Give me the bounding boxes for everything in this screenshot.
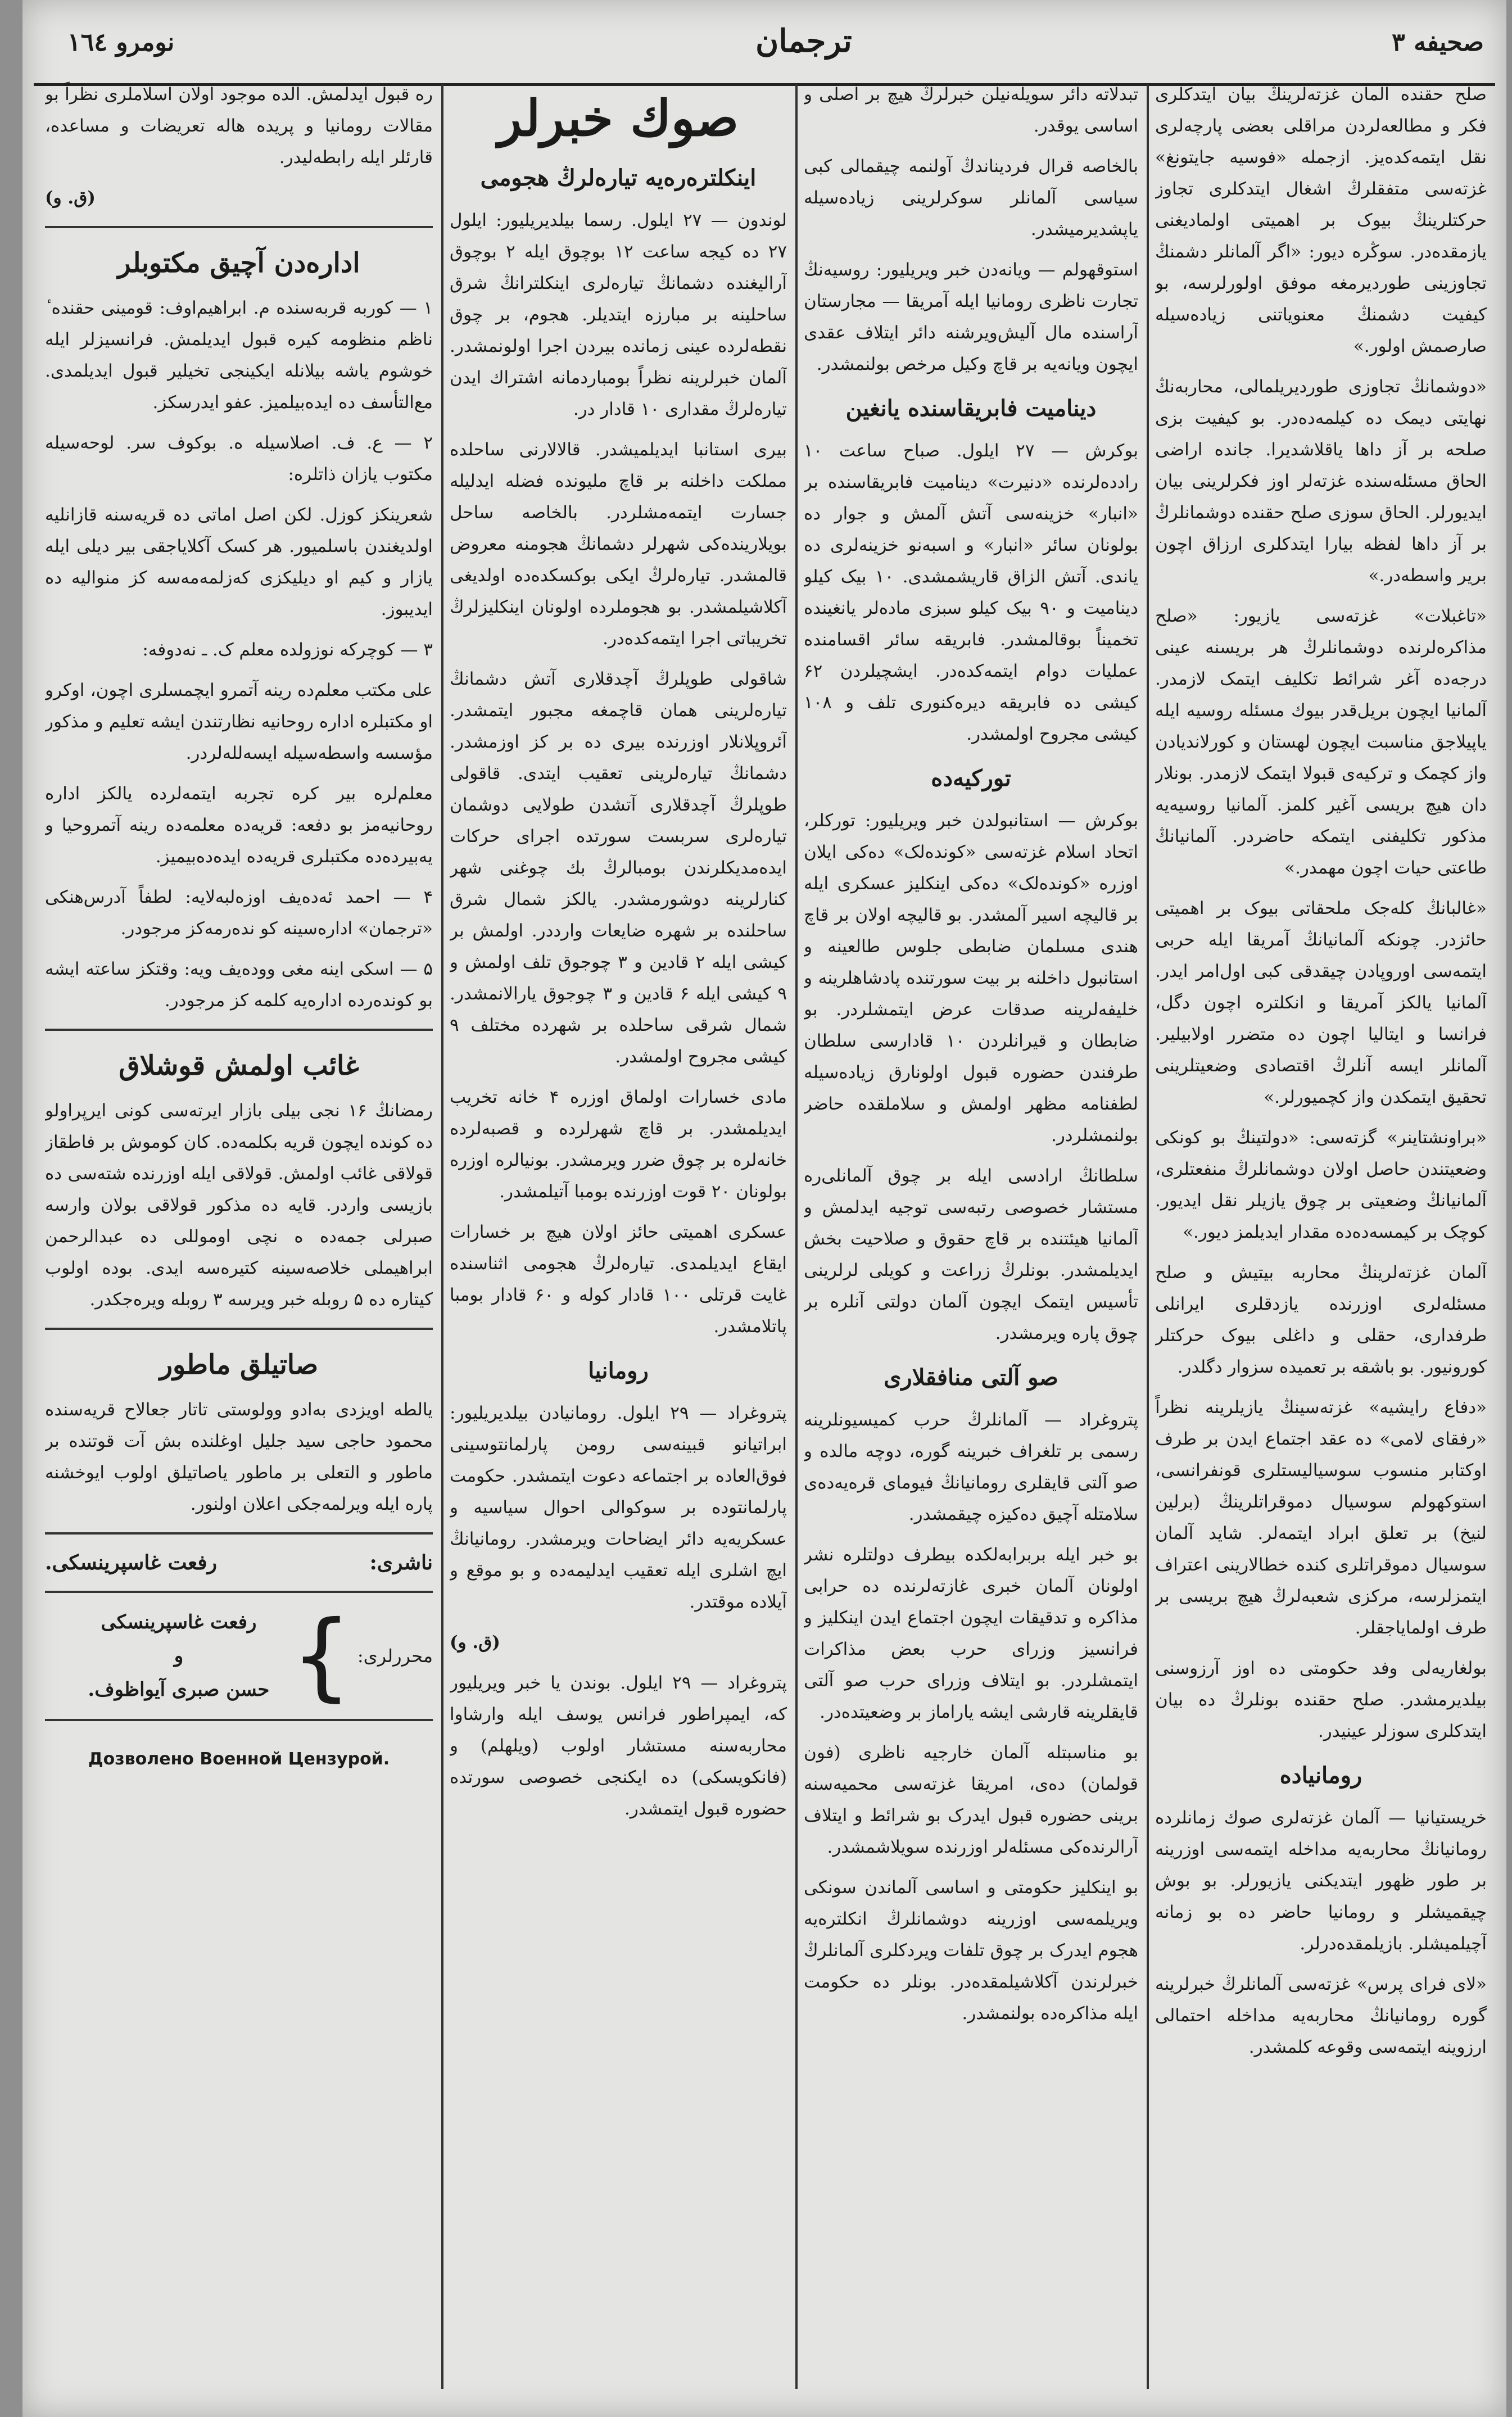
article-signature: (ق. و) xyxy=(45,188,96,208)
section-rule xyxy=(45,1719,433,1721)
column-1 xyxy=(1155,79,1487,2395)
article-paragraph: عسکری اهمیتی حائز اولان هیچ بر خسارات ایقاع ایدیلمدی. تیاره‌لرڭ هجومی اثناسنده غایت قرتلی ۱۰۰ قادار کوله و ۶۰ قادار بومبا پاتلامشدر. xyxy=(450,1222,787,1337)
section-rule xyxy=(45,1328,433,1330)
section-rule xyxy=(45,226,433,228)
section-rule xyxy=(45,1029,433,1031)
article-paragraph: ره قبول ایدلمش. الده موجود اولان اسلاملری نظراً بو مقالات رومانیا و پریده هاله تعریضات و مساعده، قارئلر ایله رابطه‌لیدر. xyxy=(45,84,433,168)
article-paragraph: صلح حقنده آلمان غزته‌لرینڭ بیان ایتدکلری فکر و مطالعه‌لردن مراقلی بعضی پارچه‌لری نقل ایتمه‌کده‌یز. ازجمله «فوسیه جایتونغ» غزته‌سی متفقلرڭ اشغال ایتدکلری تجاوز حرکتلرینڭ بیوک بر اهمیتی اولمادیغنی یازمقده‌در. سوڭره دیور: «اگر آلمانلر دشمنڭ تجاوزینی طوردیرمغه موفق اولورلرسه، بو کیفیت دشمنڭ معنویاتنی زیاده‌سیله صارصمش اولور.» xyxy=(1155,84,1487,356)
section-heading-romania: رومانیا xyxy=(588,1357,649,1384)
article-paragraph: «تاغبلات» غزته‌سی یازیور: «صلح مذاکره‌لرنده دوشمانلرڭ هر بریسنه عینی درجه‌ده آغر شرائط تکلیف ایتمک لازمدر. آلمانیا ایچون بریل‌قدر بیوك مسئله روسیه ایله یاپیلاجق مناسبت ایچون لهستان و کورلاندیادن واز کچمک و ترکیه‌ی قبولا ایتمک لازمدر. بونلار دان هیچ بریسی آغیر کلمز. آلمانیا روسیه‌یه مذکور تکلیفنی ایتمکه حاضردر. آلمانیانڭ طاعتی حیات اچون مهمدر.» xyxy=(1155,606,1487,878)
article-paragraph: معلم‌لره بیر کره تجربه ایتمه‌لرده یالکز اداره روحانیه‌مز بو دفعه: قریه‌ده معلمه‌ده رینه آتمروحیا و یه‌بیرده‌ده مکتبلری قریه‌ده ایده‌ده‌بیمیز. xyxy=(45,784,433,867)
column-3 xyxy=(450,79,787,2395)
article-signature: (ق. و) xyxy=(450,1632,500,1653)
article-paragraph: پتروغراد — ۲۹ ایلول. بوندن یا خبر ویریلیور که، ایمپراطور فرانس یوسف ایله وارشاوا محاربه‌سنه مستشار اولوب (ویلهلم) و (فانکویسکی) ده ایکنجی خصوصی سورتده حضوره قبول ایتمشدر. xyxy=(450,1673,787,1819)
article-paragraph: آلمان غزته‌لرینڭ محاربه بیتیش و صلح مسئله‌لری اوزرنده یازدقلری ایرانلی طرفداری، حقلی و داغلی بیوک حرکتلر کورونیور. بو باشقه بر تعمیده سزوار دگلدر. xyxy=(1155,1262,1487,1377)
article-paragraph: «براونشتاینر» گزته‌سی: «دولتینڭ بو کونکی وضعیتندن حاصل اولان دوشمانلرڭ منفعتلری، آلمانیانڭ وضعیتی بر چوق یازیلر نقل ایدیور. کوچک بر کیمسه‌ده‌ده مقدار ایدیلمز دیور.» xyxy=(1155,1128,1487,1242)
article-paragraph: خریستیانیا — آلمان غزته‌لری صوك زمانلرده رومانیانڭ محاربه‌یه مداخله ایتمه‌سی اوزرینه بر طور ظهور ایتدیکنی یازیورلر. بو بوش چیقمیشلر و رومانیا حاضر ده بو زمانه آچیلمیشلر. بازیلمقده‌در‌لر. xyxy=(1155,1808,1487,1954)
article-paragraph: تبدلاته دائر سویله‌نیلن خبرلرڭ هیچ بر اصلی و اساسی یوقدر. xyxy=(804,84,1138,136)
editors-block xyxy=(45,1600,433,1712)
article-paragraph: پتروغراد — ۲۹ ایلول. رومانیادن بیلدیریلیور: ابراتیانو قبینه‌سی رومن پارلمانتوسینی فوق‌العاده بر اجتماعه دعوت ایتمشدر. حکومت پارلمانتوده بر سوکوالی احوال سیاسیه و عسکریه‌یه دائر ایضاحات ویرمشدر. رومانیانڭ ایچ اشلری ایله تعقیب ایدلیمه‌ده و بو موقع و آیلاده موقتدر. xyxy=(450,1403,787,1612)
section-heading-air-raid: اینکلتره‌ره‌یه تیاره‌لرڭ هجومی xyxy=(480,165,757,191)
article-paragraph: شعرینکز کوزل. لکن اصل اماتی ده قریه‌سنه قازانلیه اولدیغندن باسلمیور. هر کسک آکلایاجقی بیر دیلی ایله یازار و کیم او دیلیکزی که‌زلمه‌مه‌سه کز منوالیه ده ایدیبوز. xyxy=(45,505,433,619)
article-paragraph: استوقهولم — ویانه‌دن خبر ویریلیور: روسیه‌نڭ تجارت ناظری رومانیا ایله آمریقا — مجارستان آراسنده مال آلیش‌ویرشنه دائر ایتلاف عقدی ایچون ویانه‌یه بر قاچ وکیل مرخص بولنمشدر. xyxy=(804,260,1138,374)
section-heading-admin-letters: اداره‌دن آچیق مکتوبلر xyxy=(117,247,360,279)
page-number-label: صحیفه ۳ xyxy=(1392,28,1484,57)
article-paragraph: بو خبر ایله بربرابه‌لکده بیطرف دولتلره نشر اولونان آلمان خبری غازته‌لرنده ده حرابی مذاکره و تدقیقات ایچون اجتماع ایدن اینکلیز و فرانسیز وزرا‌ی حرب بعض مذاکرات ایتمشلردر. بو ایتلاف وزرا‌ی حرب صو آلتی قایقلرینه قارشی ایشه یاراماز بر وضعیتده‌در. xyxy=(804,1545,1138,1722)
column-2 xyxy=(804,79,1138,2395)
section-heading-romania: رومانیاده xyxy=(1279,1762,1362,1789)
column-divider xyxy=(795,84,798,2389)
article-paragraph: بیری استانبا ایدیلمیشدر. قالالارنی ساحلده مملکت داخلنه بر قاچ ملیونده فضله ایدلیله جسارت ایتمه‌مشلردر. بالخاصه ساحل بویلارینده‌کی شهرلر دشمانڭ هجومنه معروض قالمشدر. تیاره‌لرڭ ایکی بوکسکده‌ده اولدیغی آکلاشیلمشدر. بو هجوملرده اولونان اینکلیزلرڭ تخریباتی اجرا ایتمه‌کده‌در. xyxy=(450,440,787,649)
column-divider xyxy=(441,84,443,2389)
issue-number-label: نومرو ۱٦٤ xyxy=(67,28,175,57)
section-heading-dynamite: دینامیت فابریقاسنده یانغین xyxy=(845,395,1097,422)
article-paragraph: بالخاصه قرال فردیناندڭ آولنمه چیقمالی کبی سیاسی آلمانلر سوکرلرینی زیاده‌سیله یاپشدیرمیشدر. xyxy=(804,156,1138,239)
censorship-note: Дозволено Военной Цензурой. xyxy=(88,1749,390,1769)
editors-label: محررلری: xyxy=(357,1645,433,1667)
article-paragraph: «لای فرای پرس» غزته‌سی آلمانلرڭ خبرلرینه گوره رومانیانڭ محاربه‌یه مداخله احتمالی ارزوینه ایتمه‌سی وقوعه کلمشدر. xyxy=(1155,1974,1487,2057)
article-paragraph: بوکرش — استانبولدن خبر ویریلیور: تورکلر، اتحاد اسلام غزته‌سی «کونده‌لک» ده‌کی ایلان اوزره «کونده‌لک» ده‌کی اینکلیز عسکری ایله بر قالیچه اسیر آلمشدر. بو قالیچه اولان بر قاچ هندی مسلمان ضابطی جلوس طالعینه و استانبول داخلنه بر بیت سورتنده پادشاهلرینه و خلیفه‌لرینه صدقات عرض ایتمشلردر. بو ضابطان و قیرانلردن ۱۰ قادارسی سلطان طرفندن حضوره قبول اولونارق زیاده‌سیله لطفنامه مظهر اولمش و سلاملقده حاضر بولنمشلردر. xyxy=(804,811,1138,1146)
article-paragraph: ۴ — احمد ئه‌ده‌یف اوزه‌لبه‌لایه: لطفاً آدرس‌هنکی «ترجمان» اداره‌سینه کو نده‌رمه‌کز مرجودر. xyxy=(45,887,433,939)
article-paragraph: لوندون — ۲۷ ایلول. رسما بیلدیریلیور: ایلول ۲۷ ده کیجه ساعت ۱۲ بوچوق ایله ۲ بوچوق آرالیغنده دشمانڭ تیاره‌لری اینکلترانڭ شرق ساحلینه بر مبارزه ایتدیلر. هجوم، بر چوق نقطه‌لرده عینی زمانده بیردن اجرا اولونمشدر. آلمان خبرلرینه نظراً بومباردمانه اشتراك ایدن تیاره‌لرڭ مقداری ۱۰ قادار در. xyxy=(450,210,787,419)
article-paragraph: پتروغراد — آلمانلرڭ حرب کمیسیونلرینه رسمی بر تلغراف خبرینه گوره، دوچه مالده و صو آلتی قایقلری رومانیانڭ فیوما‌ی قره‌یه‌ده‌ی سلامتله آچیق ده‌کیزه چیقمشدر. xyxy=(804,1410,1138,1524)
publisher-label: ناشری: xyxy=(369,1551,433,1574)
article-paragraph: بو اینکلیز حکومتی و اساسی آلماندن سونکی ویریلمه‌سی اوزرینه دوشمانلرڭ انکلتره‌یه هجوم ایدرک بر چوق تلفات ویردکلری آلمانلرڭ خبرلرندن آکلاشیلمقده‌در. بونلر ده حکومت ایله مذاکره‌ده بولنمشدر. xyxy=(804,1877,1138,2024)
section-heading-latest-news: صوك خبرلر xyxy=(497,89,739,147)
article-paragraph: یالطه اویزدی به‌ادو وولوستی تاتار جعالاح قریه‌سنده محمود حاجی سید جلیل اوغلنده بش آت قوتنده بر ماطور و التعلی بر ماطور یاصاتیلق اولوب ایوخشنه پاره ایله ویرلمه‌جکی اعلان اولنور. xyxy=(45,1400,433,1514)
article-paragraph: «دفاع رایشیه» غزته‌سینڭ یازیلرینه نظراً «رفقا‌ی لامی» ده عقد اجتماع ایدن بر طرف اوکتابر منسوب سوسیالیستلری قونفرانسی، استوکهولم سوسیال دموقراتلرینڭ (برلین لنیخ) بر تعلق ابراد ایتمه‌لر. شاید آلمان سوسیال دموقراتلری کنده خطالارینی اعتراف ایتمزلرسه، مرکزی شعبه‌لرڭ هیچ بریسی بر طرف اولمایاجقلر. xyxy=(1155,1397,1487,1638)
section-rule xyxy=(45,1532,433,1535)
editor-name: رفعت غاسپرینسکی xyxy=(101,1611,257,1633)
article-paragraph: بولغاریه‌لی وفد حکومتی ده اوز آرزوسنی بیلدیرمشدر. صلح حقنده بونلرڭ ده بیان ایتدکلری سوزلر عینیدر. xyxy=(1155,1658,1487,1741)
brace-icon: } xyxy=(291,1600,352,1712)
article-paragraph: شاقولی طوپلرڭ آچدقلاری آتش دشمانڭ تیاره‌لرینی همان قاچمغه مجبور ایتمشدر. آئروپلانلار اوزرنده بیری ده بر کز اوزمشدر. دشمانڭ تیاره‌لرینی تعقیب ایتدی. قاقولی طوپلرڭ آچدقلاری آتشدن طولایی دوشمان تیاره‌لری سربست سورتده اجرای حرکات ایده‌مدیکلرندن بومبالرڭ بك چوغنی شهر کنارلرینه دوشورمشدر. یالکز شمال شرق ساحلنده بر شهره ضایعات وارددر. اولمش بر کیشی ایله ۲ قادین و ۳ چوجوق تلف اولمش و ۹ کیشی ایله ۶ قادین و ۳ چوجوق یارالانمشدر. شمال شرقی ساحلده بر شهرده مختلف ۹ کیشی مجروح اولمشدر. xyxy=(450,669,787,1067)
article-paragraph: ۲ — ع. ف. اصلاسیله ه. بوکوف سر. لوحه‌سیله مکتوب یازان ذاتلره: xyxy=(45,433,433,485)
column-divider xyxy=(1147,84,1149,2389)
article-paragraph: ۳ — کوچرکه نوزولده معلم ک. ـ نه‌دوفه: xyxy=(142,640,433,660)
article-paragraph: «دوشمانڭ تجاوزی طوردیریلمالی، محاربه‌نڭ نهایتی دیمک ده کیلمه‌ده‌در. بو کیفیت بزی صلحه بر آز داها یاقلاشدیرا. جانده اراضی الحاق مسئله‌سنده غزته‌لر اوز فکرلرینی بیان ایدیورلر. الحاق سوزی صلح حقنده دوشمانلرڭ بر آز داها لفظه بیارا ایتدکلری ارزاق اچون بریر واسطه‌در.» xyxy=(1155,377,1487,586)
editor-conjunction: و xyxy=(174,1645,184,1667)
article-paragraph: بوکرش — ۲۷ ایلول. صباح ساعت ۱۰ رادده‌لرنده «دنیرت» دینامیت فابریقاسنده بر «انبار» خزینه‌سی آتش آلمش و جوار ده بولونان سائر «انبار» و اسبه‌نو خزینه‌لری ده یاندی. آتش الزاق قاریشمشدی. ۱۰ بیک کیلو دینامیت و ۹۰ بیک کیلو سبزی ماده‌لر یانغینده تخمیناً بوقالمشدر. فابریقه سائر اقسامنده عملیات دوام ایتمه‌کده‌در. ایشچیلردن ۶۲ کیشی ده فابریقه دیره‌کنوری تلف و ۱۰۸ کیشی مجروح اولمشدر. xyxy=(804,441,1138,744)
section-heading-submarines: صو آلتی منافقلاری xyxy=(884,1364,1058,1391)
article-paragraph: ۱ — کوربه قربه‌سنده م. ابراهیم‌اوف: قومینی حقنده ٔ ناظم منظومه کیره قبول ایدیلمش. فرانسیزلر ایله خوشوم یاشه بیلانله ایکینجی تخیلیر قبول ایدیلمدی. مع‌التأسف ده ایده‌بیلمیز. عفو ایدرسکز. xyxy=(45,298,433,413)
article-paragraph: ۵ — اسکی اینه مغی وو‌ده‌یف ویه: وقتکز ساعته ایشه بو کونده‌رده اداره‌یه کلمه کز مرجودر. xyxy=(45,959,433,1011)
publisher-line xyxy=(45,1547,433,1578)
column-4 xyxy=(45,79,433,2395)
publisher-name: رفعت غاسپرینسکی. xyxy=(45,1551,217,1574)
newspaper-title: ترجمان xyxy=(755,22,852,60)
section-heading-motor-for-sale: صاتیلق ماطور xyxy=(159,1349,319,1381)
article-paragraph: علی مکتب معلم‌ده رینه آتمرو ایچمسلری اچون، اوکرو او مکتبلره اداره روحانیه نظارتندن ایشه تعلیم و مذکور مؤسسه واسطه‌سیله ایسه‌لله‌لردر. xyxy=(45,680,433,763)
article-paragraph: سلطانڭ ارادسی ایله بر چوق آلمانلی‌ره مستشار خصوصی رتبه‌سی توجیه ایدلمش و آلمانیا هیئتنده بر قاچ حقوق و صلاحیت بخش ایدیلمشدر. بونلرڭ زراعت و کویلی لرلرینی تأسیس ایتمک ایچون آلمان دولتی آنلره بر چوق پاره ویرمشدر. xyxy=(804,1166,1138,1343)
newspaper-page xyxy=(22,0,1506,2417)
section-heading-turkey: تورکیه‌ده xyxy=(931,765,1011,791)
section-rule xyxy=(45,1591,433,1593)
columns-area xyxy=(34,79,1495,2400)
editors-names xyxy=(45,1605,313,1707)
section-heading-lost-animal: غائب اولمش قوشلاق xyxy=(119,1050,359,1081)
editor-name: حسن صبری آیواظوف. xyxy=(88,1678,270,1701)
article-paragraph: مادی خسارات اولماق اوزره ۴ خانه تخریب ایدیلمشدر. بر قاچ شهرلرده و قصبه‌لرده خانه‌لره بر چوق ضرر ویرمشدر. بونیالره اوزره بولونان ۲۰ قوت اوزرنده بومبا آتیلمشدر. xyxy=(450,1087,787,1202)
article-paragraph: «غالبا‌نڭ کله‌جک ملحقاتی بیوک بر اهمیتی حائزدر. چونکه آلمانیانڭ آمریقا ایله حربی ایتمه‌سی اوروپادن چیقدقی کبی اول‌امر ایدر. آلمانیا یالکز آمریقا و انکلتره اچون دگل، فرانسا و ایتالیا اچون ده متضرر اولابیلیر. آلمانلر ایسه آنلرڭ اقتصادی وضعیتلرینی تحقیق ایتمکدن واز کچمیورلر.» xyxy=(1155,898,1487,1107)
masthead xyxy=(22,17,1506,79)
article-paragraph: بو مناسبتله آلمان خارجیه ناظری (فون قولمان) ده‌ی، امریقا غزته‌سی محمیه‌سنه برینی حضوره قبول ایدرک بو شرائط و ایتلاف آرالرنده‌کی مسئله‌لر اوزرنده سویلاشمشدر. xyxy=(804,1742,1138,1857)
article-paragraph: رمضانڭ ۱۶ نجی بیلی بازار ایرته‌سی کونی ایرپراولو ده کونده ایچون قریه بکلمه‌ده. کان کوموش بر فاطقاز قولاقی غائب اولمش. قولاقی ایله اوزرنده شته‌سی ده بازیسی واردر. قایه ده مذکور قولاقی بولان وارسه صبرلی جمه‌ده ه نچی اوموللی ده عبدالرحمن ابراهیملی خلاصه‌سینه کتیره‌سه ایدی. بوده اولوب کیتاره ده ۵ روبله خبر ویرسه ۳ روبله ویره‌جکدر. xyxy=(45,1101,433,1310)
